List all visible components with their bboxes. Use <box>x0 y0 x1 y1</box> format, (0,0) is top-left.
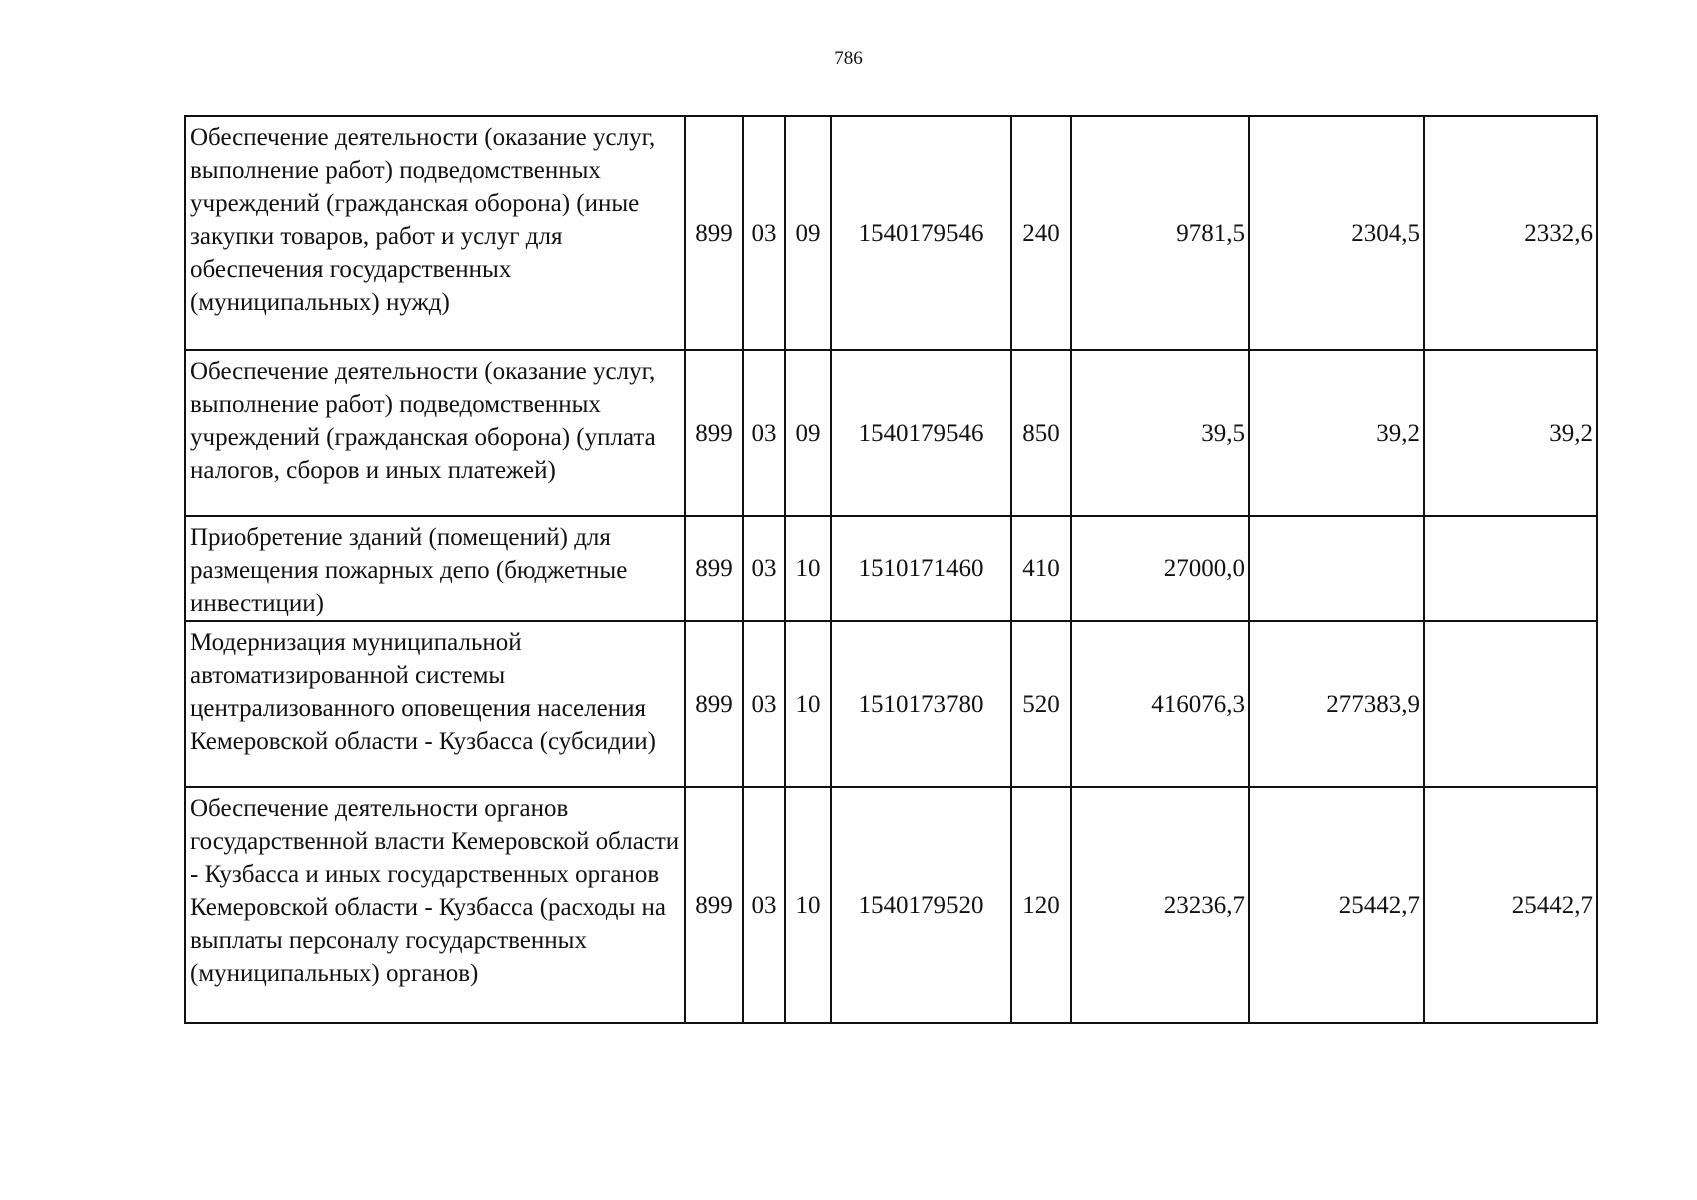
amount-cell-3 <box>1424 621 1597 787</box>
section-cell: 03 <box>743 116 785 350</box>
target-article-cell: 1540179546 <box>831 116 1011 350</box>
amount-cell-3: 39,2 <box>1424 350 1597 516</box>
row-description: Обеспечение деятельности органов государственной власти Кемеровской области - Кузбасса и иных государственных органов Кемеровской области - Кузбасса (расходы на выплаты персоналу государственных (муниципальных) органов) <box>185 787 685 1023</box>
target-article-cell: 1540179520 <box>831 787 1011 1023</box>
amount-cell-3: 2332,6 <box>1424 116 1597 350</box>
subsection-cell: 09 <box>785 350 831 516</box>
row-description: Обеспечение деятельности (оказание услуг, выполнение работ) подведомственных учреждений (гражданская оборона) (иные закупки товаров, работ и услуг для обеспечения государственных (муниципальных) нужд) <box>185 116 685 350</box>
table-row <box>185 787 1597 1023</box>
amount-cell-3 <box>1424 516 1597 621</box>
target-article-cell: 1510171460 <box>831 516 1011 621</box>
grbs-cell: 899 <box>685 787 743 1023</box>
amount-cell-1: 416076,3 <box>1071 621 1249 787</box>
row-description: Модернизация муниципальной автоматизированной системы централизованного оповещения населения Кемеровской области - Кузбасса (субсидии) <box>185 621 685 787</box>
subsection-cell: 09 <box>785 116 831 350</box>
page-number: 786 <box>834 48 863 69</box>
amount-cell-1: 27000,0 <box>1071 516 1249 621</box>
row-description: Обеспечение деятельности (оказание услуг, выполнение работ) подведомственных учреждений (гражданская оборона) (уплата налогов, сборов и иных платежей) <box>185 350 685 516</box>
subsection-cell: 10 <box>785 787 831 1023</box>
budget-table <box>184 115 1598 1024</box>
expense-type-cell: 410 <box>1011 516 1071 621</box>
section-cell: 03 <box>743 787 785 1023</box>
grbs-cell: 899 <box>685 350 743 516</box>
grbs-cell: 899 <box>685 516 743 621</box>
section-cell: 03 <box>743 516 785 621</box>
amount-cell-2: 277383,9 <box>1249 621 1424 787</box>
table-row <box>185 516 1597 621</box>
amount-cell-1: 39,5 <box>1071 350 1249 516</box>
amount-cell-1: 9781,5 <box>1071 116 1249 350</box>
section-cell: 03 <box>743 350 785 516</box>
row-description: Приобретение зданий (помещений) для размещения пожарных депо (бюджетные инвестиции) <box>185 516 685 621</box>
amount-cell-1: 23236,7 <box>1071 787 1249 1023</box>
expense-type-cell: 120 <box>1011 787 1071 1023</box>
expense-type-cell: 520 <box>1011 621 1071 787</box>
table-row <box>185 116 1597 350</box>
section-cell: 03 <box>743 621 785 787</box>
target-article-cell: 1540179546 <box>831 350 1011 516</box>
amount-cell-3: 25442,7 <box>1424 787 1597 1023</box>
subsection-cell: 10 <box>785 621 831 787</box>
expense-type-cell: 240 <box>1011 116 1071 350</box>
table-row <box>185 621 1597 787</box>
expense-type-cell: 850 <box>1011 350 1071 516</box>
table-row <box>185 350 1597 516</box>
subsection-cell: 10 <box>785 516 831 621</box>
amount-cell-2: 39,2 <box>1249 350 1424 516</box>
amount-cell-2: 2304,5 <box>1249 116 1424 350</box>
grbs-cell: 899 <box>685 621 743 787</box>
grbs-cell: 899 <box>685 116 743 350</box>
amount-cell-2: 25442,7 <box>1249 787 1424 1023</box>
amount-cell-2 <box>1249 516 1424 621</box>
target-article-cell: 1510173780 <box>831 621 1011 787</box>
